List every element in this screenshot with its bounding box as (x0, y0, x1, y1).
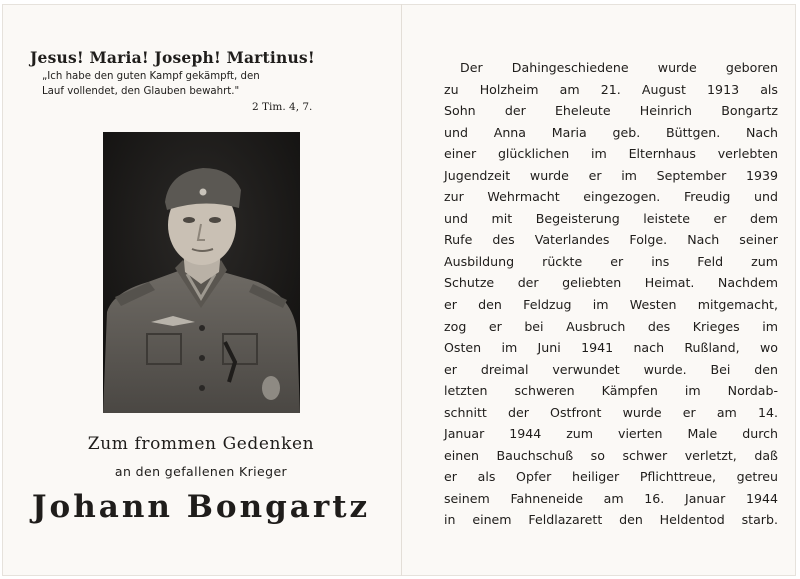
bio-line: Rufe des Vaterlandes Folge. Nach seiner (444, 232, 778, 248)
bio-line: Januar 1944 zum vierten Male durch (444, 426, 778, 442)
dedication-line-1: Zum frommen Gedenken (87, 434, 315, 454)
bio-line: und mit Begeisterung leistete er dem (444, 210, 778, 226)
bio-line: einen Bauchschuß so schwer verletzt, daß (444, 447, 778, 463)
bio-line: zu Holzheim am 21. August 1913 als (444, 81, 778, 97)
bio-line: Der Dahingeschiedene wurde geboren (460, 60, 778, 75)
bio-line: Jugendzeit wurde er im September 1939 (444, 167, 778, 183)
bio-line: in einem Feldlazarett den Heldentod starb. (444, 512, 778, 528)
bio-line: schnitt der Ostfront wurde er am 14. (444, 404, 778, 420)
bio-line: einer glücklichen im Elternhaus verlebten (444, 146, 778, 162)
bio-line: letzten schweren Kämpfen im Nordab- (444, 383, 778, 399)
bio-line: Sohn der Eheleute Heinrich Bongartz (444, 103, 778, 119)
left-panel (2, 4, 400, 576)
scripture-reference: 2 Tim. 4, 7. (252, 101, 313, 113)
quote-line: „Ich habe den guten Kampf gekämpft, den (42, 71, 260, 82)
bio-line: er dreimal verwundet wurde. Bei den (444, 361, 778, 377)
bio-line: und Anna Maria geb. Büttgen. Nach (444, 124, 778, 140)
bio-line: Osten im Juni 1941 nach Rußland, wo (444, 340, 778, 356)
bio-line: er als Opfer heiliger Pflichttreue, getreu (444, 469, 778, 485)
bio-line: Schutze der geliebten Heimat. Nachdem (444, 275, 778, 291)
portrait-illustration (103, 132, 300, 413)
bio-line: zur Wehrmacht eingezogen. Freudig und (444, 189, 778, 205)
invocation-text: Jesus! Maria! Joseph! Martinus! (30, 48, 315, 67)
biography-text (444, 57, 778, 531)
bio-line: er den Feldzug im Westen mitgemacht, (444, 297, 778, 313)
bio-line: zog er bei Ausbruch des Krieges im (444, 318, 778, 334)
right-panel (402, 4, 796, 576)
scripture-quote (42, 70, 360, 99)
dedication-line-2: an den gefallenen Krieger (114, 464, 288, 479)
quote-line: Lauf vollendet, den Glauben bewahrt." (42, 85, 240, 97)
bio-line: seinem Fahneneide am 16. Januar 1944 (444, 490, 778, 506)
soldier-portrait-photo (103, 132, 300, 413)
bio-line: Ausbildung rückte er ins Feld zum (444, 253, 778, 269)
deceased-name: Johann Bongartz (31, 489, 371, 525)
